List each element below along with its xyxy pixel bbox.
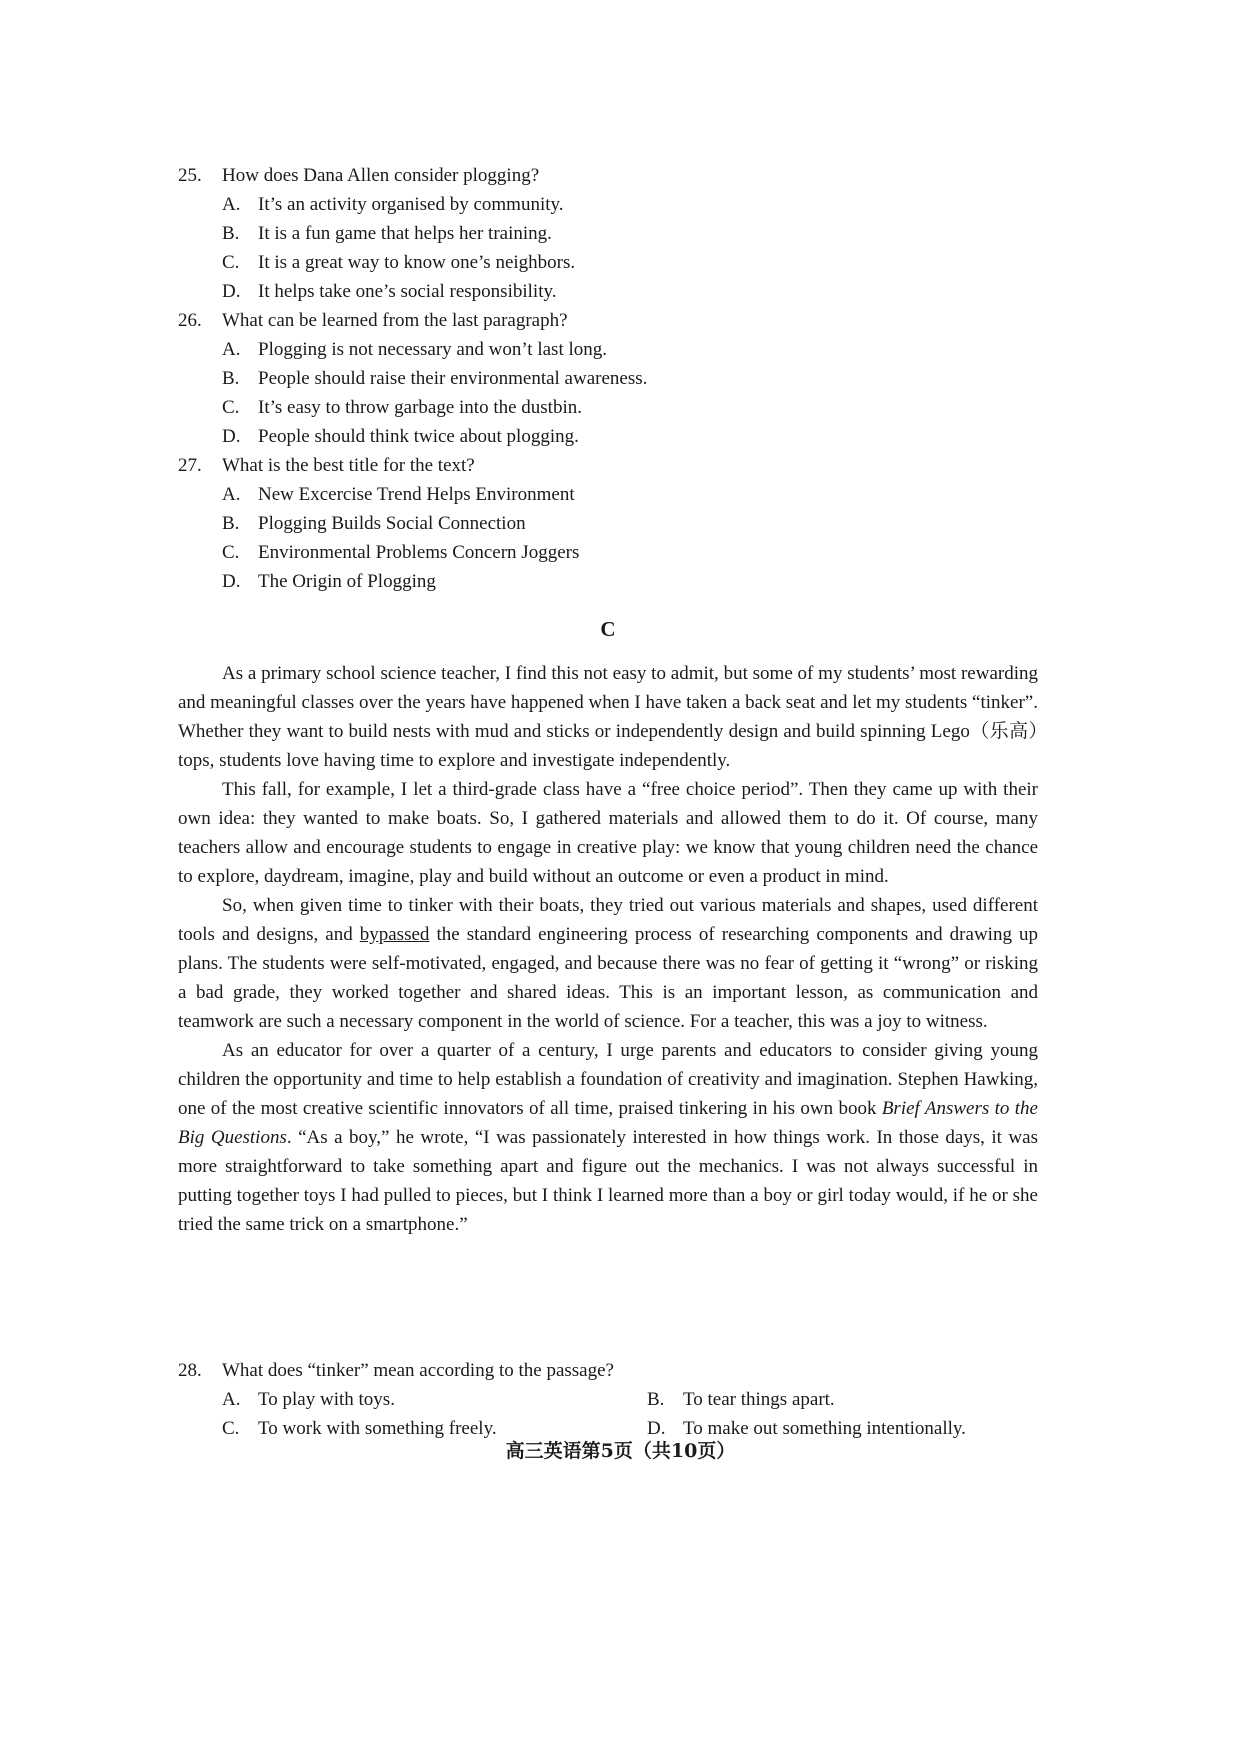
option-25-d <box>178 277 1038 306</box>
option-text: The Origin of Plogging <box>258 571 436 592</box>
option-text: To play with toys. <box>258 1389 395 1410</box>
option-text: It’s easy to throw garbage into the dustbin. <box>258 397 582 418</box>
option-letter: C. <box>222 542 240 563</box>
option-27-a <box>178 480 1038 509</box>
option-letter: A. <box>222 1389 241 1410</box>
option-27-c <box>178 538 1038 567</box>
question-25 <box>178 161 1038 190</box>
option-25-a <box>178 190 1038 219</box>
option-letter: D. <box>647 1418 666 1439</box>
reading-passage <box>178 659 1038 1239</box>
question-number: 28. <box>178 1360 202 1381</box>
option-text: It helps take one’s social responsibility. <box>258 281 557 302</box>
option-28-b <box>647 1385 1082 1414</box>
option-text: It is a great way to know one’s neighbors. <box>258 252 576 273</box>
option-letter: D. <box>222 281 241 302</box>
option-letter: A. <box>222 339 241 360</box>
passage-paragraph-1: As a primary school science teacher, I find this not easy to admit, but some of my students’ most rewarding and meaningful classes over the years have happened when I have taken a back seat and let my students “tinker”. Whether they want to build nests with mud and sticks or independently design and build spinning Lego（乐高）tops, students love having time to explore and investigate independently. <box>178 663 1038 771</box>
option-letter: B. <box>647 1389 665 1410</box>
option-27-d <box>178 567 1038 596</box>
option-26-d <box>178 422 1038 451</box>
question-text: How does Dana Allen consider plogging? <box>222 165 540 186</box>
question-number: 25. <box>178 165 202 186</box>
option-26-a <box>178 335 1038 364</box>
option-letter: B. <box>222 368 240 389</box>
passage-paragraph-4 <box>178 1036 1038 1239</box>
underlined-word: bypassed <box>359 924 430 945</box>
paragraph-text: . “As a boy,” he wrote, “I was passionately interested in how things work. In those days, it was more straightforward to take something apart and figure out the mechanics. I was not always successful in putting together toys I had pulled to pieces, but I think I learned more than a boy or girl today would, if he or she tried the same trick on a smartphone.” <box>178 1127 1038 1235</box>
paragraph-text: So, when given time to tinker with their boats, they tried out various materials and shapes, used different tools and designs, and <box>178 895 1038 945</box>
book-title: Brief Answers to the Big Questions <box>178 1098 1038 1148</box>
question-text: What can be learned from the last paragraph? <box>222 310 568 331</box>
option-letter: A. <box>222 484 241 505</box>
passage-paragraph-2: This fall, for example, I let a third-grade class have a “free choice period”. Then they came up with their own idea: they wanted to make boats. So, I gathered materials and allowed them to do it. Of course, many teachers allow and encourage students to engage in creative play: we know that young children need the chance to explore, daydream, imagine, play and build without an outcome or even a product in mind. <box>178 779 1038 887</box>
option-letter: C. <box>222 397 240 418</box>
questions-25-27 <box>178 161 1038 596</box>
options-grid <box>178 1385 1038 1443</box>
option-letter: C. <box>222 252 240 273</box>
question-26 <box>178 306 1038 335</box>
question-27 <box>178 451 1038 480</box>
question-28-stem <box>178 1356 1038 1385</box>
option-text: People should raise their environmental awareness. <box>258 368 648 389</box>
option-letter: A. <box>222 194 241 215</box>
option-letter: B. <box>222 223 240 244</box>
option-27-b <box>178 509 1038 538</box>
option-text: Environmental Problems Concern Joggers <box>258 542 580 563</box>
question-28 <box>178 1356 1038 1443</box>
passage-paragraph-3 <box>178 891 1038 1036</box>
option-letter: B. <box>222 513 240 534</box>
option-text: Plogging Builds Social Connection <box>258 513 526 534</box>
option-26-c <box>178 393 1038 422</box>
section-title: C <box>600 617 616 641</box>
paragraph-text: the standard engineering process of researching components and drawing up plans. The students were self-motivated, engaged, and because there was no fear of getting it “wrong” or risking a bad grade, they worked together and shared ideas. This is an important lesson, as communication and teamwork are such a necessary component in the world of science. For a teacher, this was a joy to witness. <box>178 924 1038 1032</box>
option-text: To make out something intentionally. <box>683 1418 966 1439</box>
option-text: It’s an activity organised by community. <box>258 194 564 215</box>
question-text: What is the best title for the text? <box>222 455 475 476</box>
option-text: Plogging is not necessary and won’t last long. <box>258 339 608 360</box>
option-25-c <box>178 248 1038 277</box>
question-text: What does “tinker” mean according to the passage? <box>222 1360 614 1381</box>
option-text: It is a fun game that helps her training. <box>258 223 552 244</box>
paragraph-text: As an educator for over a quarter of a century, I urge parents and educators to consider giving young children the opportunity and time to help establish a foundation of creativity and imagination. Stephen Hawking, one of the most creative scientific innovators of all time, praised tinkering in his own book <box>178 1040 1038 1119</box>
option-letter: C. <box>222 1418 240 1439</box>
option-text: New Excercise Trend Helps Environment <box>258 484 575 505</box>
option-26-b <box>178 364 1038 393</box>
question-number: 27. <box>178 455 202 476</box>
option-25-b <box>178 219 1038 248</box>
question-number: 26. <box>178 310 202 331</box>
option-letter: D. <box>222 426 241 447</box>
option-text: To work with something freely. <box>258 1418 497 1439</box>
option-text: People should think twice about plogging. <box>258 426 579 447</box>
option-letter: D. <box>222 571 241 592</box>
option-text: To tear things apart. <box>683 1389 835 1410</box>
option-28-a <box>222 1385 647 1414</box>
page-footer: 高三英语第5页（共10页） <box>505 1440 736 1462</box>
